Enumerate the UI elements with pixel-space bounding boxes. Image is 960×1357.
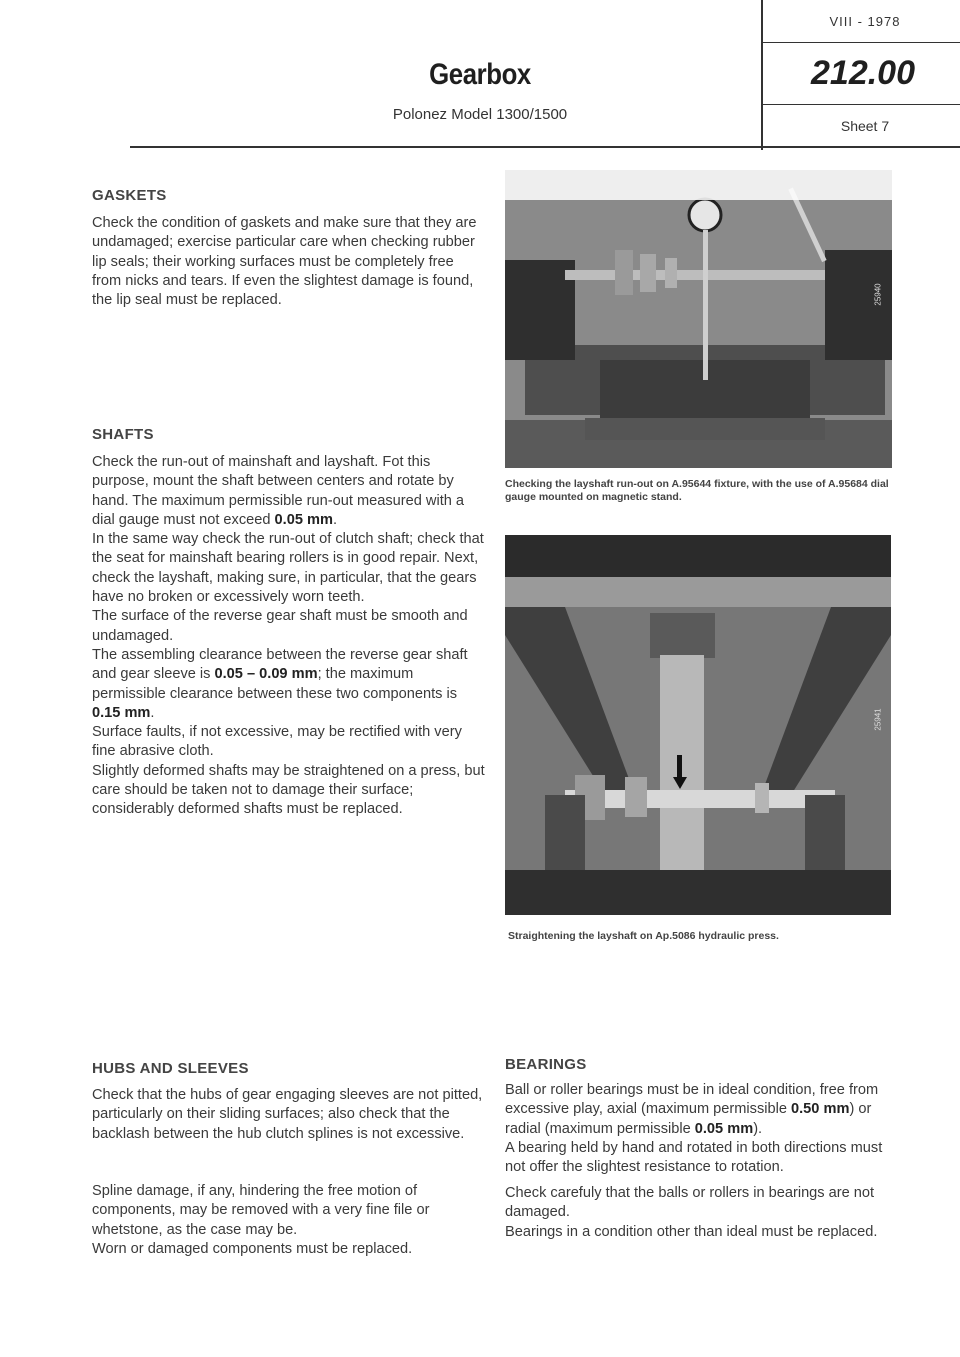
page-subtitle: Polonez Model 1300/1500 bbox=[392, 106, 568, 123]
shafts-heading: SHAFTS bbox=[92, 426, 154, 443]
figure-hydraulic-press-photo bbox=[505, 535, 891, 915]
hydraulic-press-illustration bbox=[505, 535, 891, 915]
figure-layshaft-runout-photo bbox=[505, 170, 892, 468]
bearings-heading: BEARINGS bbox=[505, 1056, 587, 1073]
revision-label: VIII - 1978 bbox=[829, 14, 901, 29]
page-title: Gearbox bbox=[429, 58, 531, 91]
bearings-paragraph-1: Ball or roller bearings must be in ideal condition, free from excessive play, axial (maximum permissible 0.50 mm) or radial (maximum permissible 0.05 mm). bbox=[505, 1082, 879, 1137]
shafts-body bbox=[92, 453, 485, 820]
figure-2-caption: Straightening the layshaft on Ap.5086 hydraulic press. bbox=[508, 930, 779, 942]
bearings-body-2 bbox=[505, 1184, 900, 1242]
hubs-heading: HUBS AND SLEEVES bbox=[92, 1060, 249, 1077]
sheet-number: Sheet 7 bbox=[840, 118, 890, 134]
hubs-paragraph-2: Spline damage, if any, hindering the free motion of components, may be removed with a very fine file or whetstone, as the case may be. bbox=[92, 1183, 430, 1238]
figure-1-caption: Checking the layshaft run-out on A.95644 fixture, with the use of A.95684 dial gauge mounted on magnetic stand. bbox=[505, 478, 889, 503]
header-rule bbox=[130, 146, 960, 148]
shafts-paragraph-5: Surface faults, if not excessive, may be rectified with very fine abrasive cloth. bbox=[92, 724, 462, 760]
bearings-paragraph-2: A bearing held by hand and rotated in both directions must not offer the slightest resistance to rotation. bbox=[505, 1139, 883, 1176]
shafts-paragraph-6: Slightly deformed shafts may be straightened on a press, but care should be taken not to damage their surface; considerably deformed shafts must be replaced. bbox=[92, 762, 485, 818]
shafts-paragraph-4: The assembling clearance between the reverse gear shaft and gear sleeve is 0.05 – 0.09 mm; the maximum permissible clearance between these two components is 0.15 mm. bbox=[92, 646, 468, 721]
gaskets-heading: GASKETS bbox=[92, 187, 167, 204]
hubs-body-2 bbox=[92, 1182, 487, 1259]
figure-1-number: 25940 bbox=[873, 283, 883, 306]
figure-2-number: 25941 bbox=[873, 708, 883, 731]
header-divider-vertical bbox=[761, 0, 763, 150]
header-box-rule-bottom bbox=[763, 104, 960, 105]
bearings-paragraph-3: Check carefuly that the balls or rollers in bearings are not damaged. bbox=[505, 1185, 875, 1221]
document-number: 212.00 bbox=[811, 54, 915, 92]
gaskets-text: Check the condition of gaskets and make sure that they are undamaged; exercise particular care when checking rubber lip seals; their working surfaces must be completely free from nicks and tears. If even the slightest damage is found, the lip seal must be replaced. bbox=[92, 215, 477, 309]
hubs-paragraph-3: Worn or damaged components must be replaced. bbox=[92, 1240, 413, 1257]
shafts-paragraph-1: Check the run-out of mainshaft and layshaft. Fot this purpose, mount the shaft between centers and rotate by hand. The maximum permissible run-out measured with a dial gauge must not exceed 0.05 mm. bbox=[92, 454, 465, 528]
bearings-paragraph-4: Bearings in a condition other than ideal must be replaced. bbox=[505, 1223, 878, 1240]
hubs-paragraph-1: Check that the hubs of gear engaging sleeves are not pitted, particularly on their sliding surfaces; also check that the backlash between the hub clutch splines is not excessive. bbox=[92, 1087, 483, 1142]
runout-fixture-illustration bbox=[505, 170, 892, 468]
bearings-body-1 bbox=[505, 1081, 900, 1177]
shafts-paragraph-3: The surface of the reverse gear shaft must be smooth and undamaged. bbox=[92, 608, 468, 644]
header-box-rule-top bbox=[763, 42, 960, 43]
shafts-paragraph-2: In the same way check the run-out of clutch shaft; check that the seat for mainshaft bearing rollers is in good repair. Next, check the layshaft, making sure, in particular, that the gears have no broken or excessively worn teeth. bbox=[92, 531, 484, 606]
